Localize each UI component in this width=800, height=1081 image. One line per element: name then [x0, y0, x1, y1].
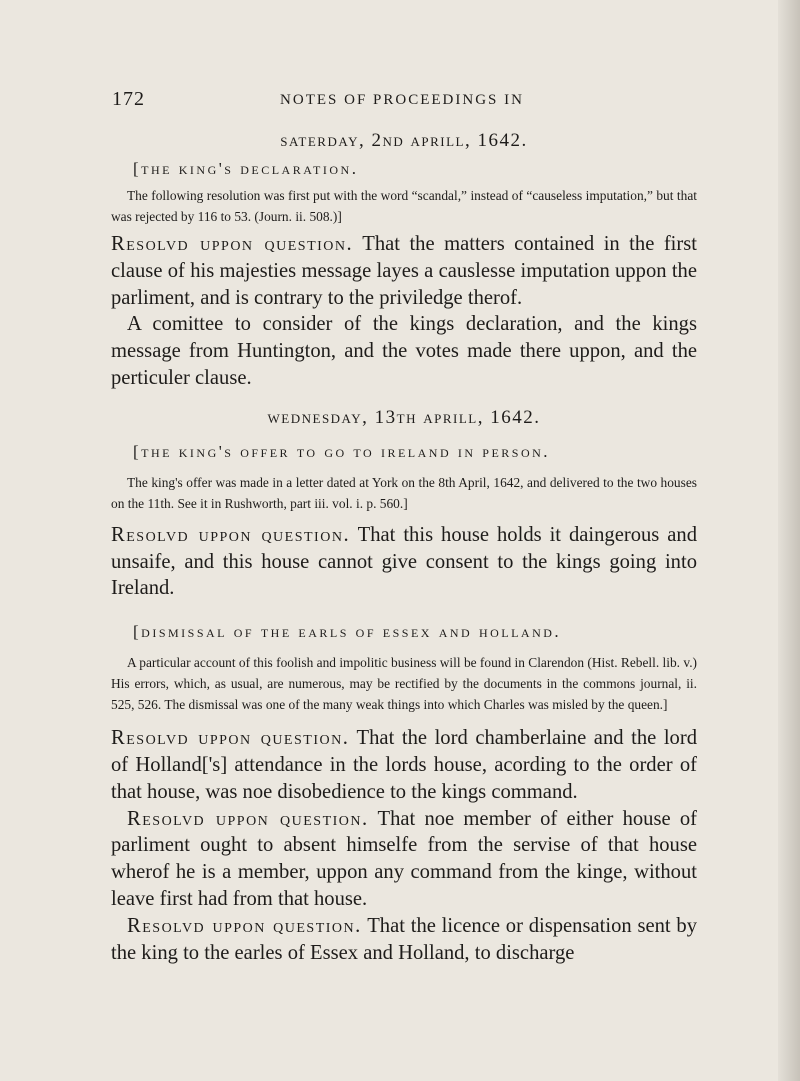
resolution-text: That the lord chamberlaine and the lord of Holland['s] attendance in the lords house, acording to the order of that house, was noe disobedience to the kings command.	[111, 727, 698, 803]
resolution-lead: Resolvd uppon question.	[111, 523, 351, 546]
paragraph-text: A comittee to consider of the kings declaration, and the kings message from Huntington, and the votes made there uppon, and the perticuler clause.	[111, 313, 697, 389]
running-title: NOTES OF PROCEEDINGS IN	[280, 92, 524, 108]
resolution-text: That the licence or dispensation sent by the king to the earles of Essex and Holland, to discharge	[111, 914, 698, 964]
resolution-paragraph	[111, 913, 697, 967]
resolution-text: That this house holds it daingerous and unsaife, and this house cannot give consent to the kings going into Ireland.	[111, 523, 697, 600]
section-subtitle: [the king's declaration.	[133, 159, 359, 178]
resolution-text: That noe member of either house of parliment ought to absent himselfe from the servise of that house wherof he is a member, uppon any command from the kinge, without leave first had from that house.	[111, 807, 697, 910]
resolution-paragraph	[111, 725, 697, 805]
page-body	[111, 129, 697, 966]
editor-note: The king's offer was made in a letter dated at York on the 8th April, 1642, and delivered to the two houses on the 11th. See it in Rushworth, part iii. vol. i. p. 560.]	[111, 474, 697, 511]
page-edge-shadow	[778, 0, 800, 1081]
editor-note: A particular account of this foolish and impolitic business will be found in Clarendon (Hist. Rebell. lib. v.) His errors, which, as usual, are numerous, may be rectified by the documents in the commons journal, ii. 525, 526. The dismissal was one of the many weak things into which Charles was misled by the queen.]	[111, 655, 697, 713]
resolution-lead: Resolvd uppon question.	[127, 914, 362, 937]
resolution-paragraph	[111, 806, 697, 913]
resolution-lead: Resolvd uppon question.	[127, 807, 369, 830]
page-number: 172	[112, 88, 145, 110]
resolution-text: That the matters contained in the first clause of his majesties message layes a causlesse imputation uppon the parliment, and is contrary to the priviledge therof.	[111, 233, 697, 309]
section-subtitle: [dismissal of the earls of essex and holland.	[133, 622, 562, 642]
section-date: wednesday, 13th aprill, 1642.	[267, 406, 541, 428]
resolution-lead: Resolvd uppon question.	[111, 233, 354, 255]
resolution-paragraph	[111, 231, 697, 311]
resolution-paragraph	[111, 522, 697, 602]
editor-note: The following resolution was first put with the word “scandal,” instead of “causeless imputation,” but that was rejected by 116 to 53. (Journ. ii. 508.)]	[111, 188, 697, 224]
body-paragraph	[111, 311, 697, 391]
section-subtitle: [the king's offer to go to ireland in person.	[133, 441, 551, 461]
page-header	[112, 88, 692, 114]
resolution-lead: Resolvd uppon question.	[111, 727, 350, 750]
section-date: saterday, 2nd aprill, 1642.	[280, 130, 528, 151]
